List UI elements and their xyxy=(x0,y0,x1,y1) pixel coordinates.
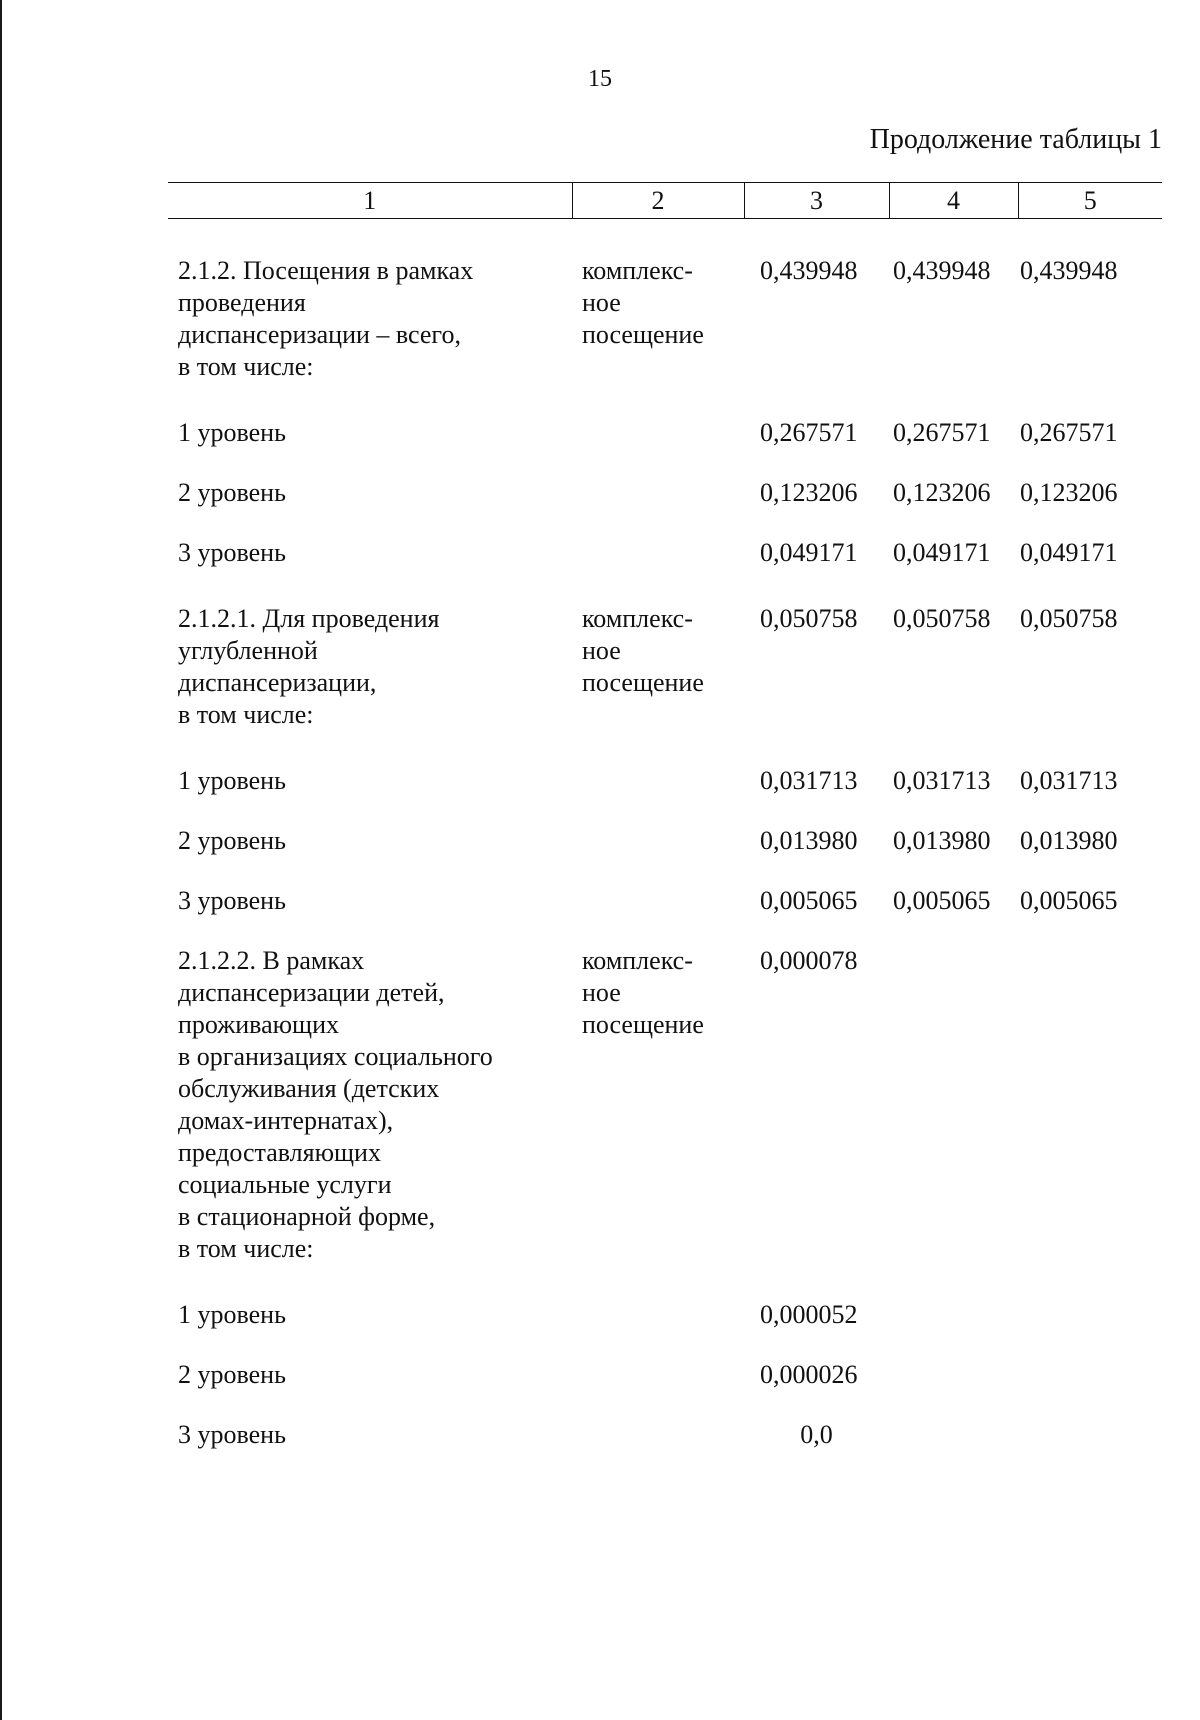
row-unit xyxy=(572,825,744,857)
row-value-col5 xyxy=(1018,945,1162,1265)
row-value-col3: 0,000052 xyxy=(760,1300,858,1329)
row-value-col4: 0,031713 xyxy=(893,766,991,795)
table-row xyxy=(168,477,1162,509)
row-name: 1 уровень xyxy=(178,766,286,795)
row-value-col5 xyxy=(1018,1359,1162,1391)
row-name: 1 уровень xyxy=(178,1300,286,1329)
row-value-col5: 0,005065 xyxy=(1020,886,1118,915)
table-row xyxy=(168,765,1162,797)
row-value-col3: 0,049171 xyxy=(760,538,858,567)
table-row xyxy=(168,1299,1162,1331)
row-value-col4: 0,049171 xyxy=(893,538,991,567)
row-value-col4 xyxy=(889,1299,1018,1331)
table-body xyxy=(168,219,1162,1452)
table-row xyxy=(168,537,1162,569)
table-row xyxy=(168,255,1162,383)
row-value-col4: 0,123206 xyxy=(893,478,991,507)
row-unit xyxy=(572,1419,744,1451)
row-value-col3: 0,050758 xyxy=(760,604,858,633)
row-value-col4: 0,439948 xyxy=(893,256,991,285)
row-value-col4 xyxy=(889,1359,1018,1391)
header-col-3: 3 xyxy=(744,183,889,219)
row-unit xyxy=(572,417,744,449)
scan-edge-line xyxy=(0,0,2,1720)
indicators-table xyxy=(168,182,1162,1451)
row-value-col5: 0,031713 xyxy=(1020,766,1118,795)
row-value-col5: 0,049171 xyxy=(1020,538,1118,567)
row-name: 2.1.2.2. В рамках диспансеризации детей, проживающих в организациях социального обслуживания (детских домах-интернатах), предоставляющих социальные услуги в стационарной форме, в том числе: xyxy=(178,946,493,1263)
header-col-5: 5 xyxy=(1018,183,1162,219)
spacer-row xyxy=(168,797,1162,825)
row-name: 1 уровень xyxy=(178,418,286,447)
spacer-row xyxy=(168,917,1162,945)
row-value-col3: 0,031713 xyxy=(760,766,858,795)
row-name: 3 уровень xyxy=(178,1420,286,1449)
row-value-col4: 0,005065 xyxy=(893,886,991,915)
spacer-row xyxy=(168,219,1162,256)
table-row xyxy=(168,1359,1162,1391)
row-value-col3: 0,123206 xyxy=(760,478,858,507)
row-name: 2 уровень xyxy=(178,826,286,855)
row-value-col3: 0,005065 xyxy=(760,886,858,915)
table-row xyxy=(168,825,1162,857)
row-name: 2.1.2. Посещения в рамках проведения диспансеризации – всего, в том числе: xyxy=(178,256,474,381)
row-unit: комплекс- ное посещение xyxy=(582,256,704,349)
row-unit xyxy=(572,885,744,917)
row-value-col4: 0,267571 xyxy=(893,418,991,447)
row-value-col4 xyxy=(889,1419,1018,1451)
row-name: 2.1.2.1. Для проведения углубленной диспансеризации, в том числе: xyxy=(178,604,440,729)
row-value-col3: 0,000078 xyxy=(760,946,858,975)
table-row xyxy=(168,417,1162,449)
table-row xyxy=(168,885,1162,917)
row-value-col4 xyxy=(889,945,1018,1265)
row-value-col3: 0,013980 xyxy=(760,826,858,855)
row-name: 3 уровень xyxy=(178,886,286,915)
row-value-col5: 0,267571 xyxy=(1020,418,1118,447)
spacer-row xyxy=(168,449,1162,477)
page-number: 15 xyxy=(588,66,612,92)
table-row xyxy=(168,945,1162,1265)
row-unit xyxy=(572,477,744,509)
spacer-row xyxy=(168,383,1162,417)
table-caption: Продолжение таблицы 1 xyxy=(869,124,1162,155)
spacer-row xyxy=(168,1331,1162,1359)
row-unit xyxy=(572,765,744,797)
table-header xyxy=(168,183,1162,219)
row-unit xyxy=(572,1299,744,1331)
table-row xyxy=(168,603,1162,731)
spacer-row xyxy=(168,1265,1162,1299)
row-unit: комплекс- ное посещение xyxy=(582,946,704,1039)
row-value-col5 xyxy=(1018,1419,1162,1451)
row-value-col4: 0,050758 xyxy=(893,604,991,633)
row-value-col5: 0,439948 xyxy=(1020,256,1118,285)
row-value-col3: 0,439948 xyxy=(760,256,858,285)
row-unit xyxy=(572,537,744,569)
row-value-col5: 0,013980 xyxy=(1020,826,1118,855)
spacer-row xyxy=(168,569,1162,603)
header-row xyxy=(168,183,1162,219)
row-value-col4: 0,013980 xyxy=(893,826,991,855)
spacer-row xyxy=(168,509,1162,537)
row-value-col3: 0,0 xyxy=(800,1420,833,1449)
spacer-row xyxy=(168,1391,1162,1419)
row-unit xyxy=(572,1359,744,1391)
row-unit: комплекс- ное посещение xyxy=(582,604,704,697)
header-col-4: 4 xyxy=(889,183,1018,219)
header-col-2: 2 xyxy=(572,183,744,219)
row-value-col3: 0,000026 xyxy=(760,1360,858,1389)
row-value-col3: 0,267571 xyxy=(760,418,858,447)
row-name: 2 уровень xyxy=(178,1360,286,1389)
row-name: 2 уровень xyxy=(178,478,286,507)
row-value-col5: 0,050758 xyxy=(1020,604,1118,633)
spacer-row xyxy=(168,857,1162,885)
header-col-1: 1 xyxy=(168,183,572,219)
spacer-row xyxy=(168,731,1162,765)
row-name: 3 уровень xyxy=(178,538,286,567)
row-value-col5 xyxy=(1018,1299,1162,1331)
row-value-col5: 0,123206 xyxy=(1020,478,1118,507)
table-row xyxy=(168,1419,1162,1451)
